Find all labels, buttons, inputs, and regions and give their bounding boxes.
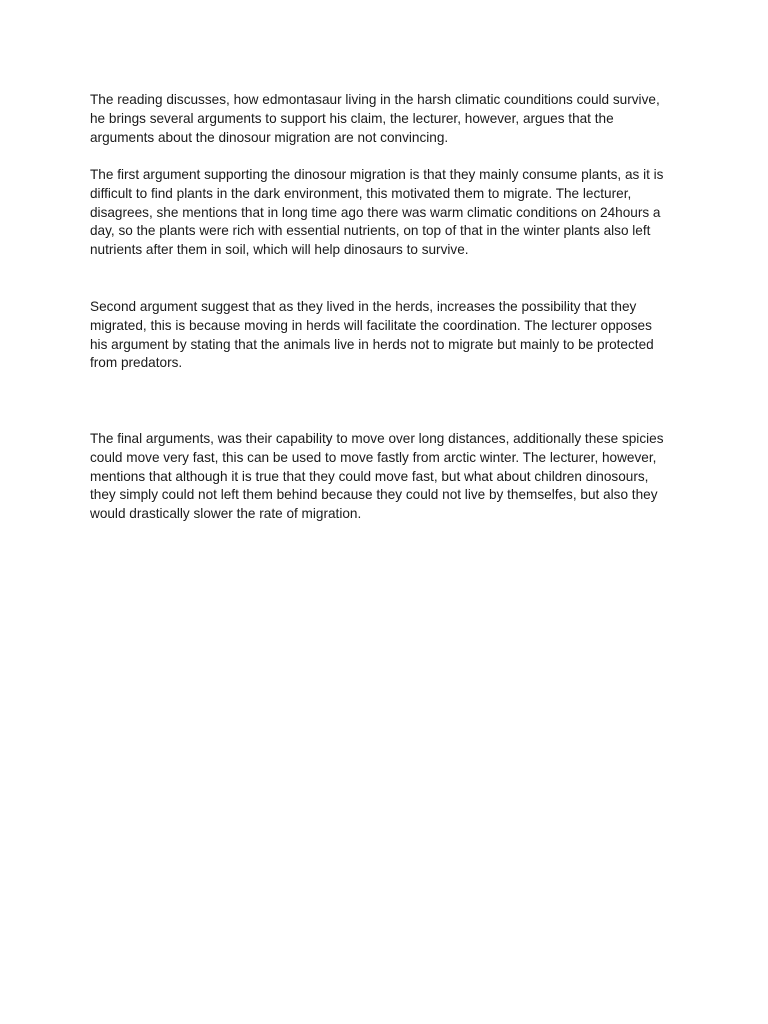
paragraph-second-argument: Second argument suggest that as they lived in the herds, increases the possibility that they migrated, this is because moving in herds will facilitate the coordination. The lecturer opposes his argument by stating that the animals live in herds not to migrate but mainly to be protected from predators. bbox=[90, 299, 654, 371]
paragraph-introduction: The reading discusses, how edmontasaur living in the harsh climatic counditions could survive, he brings several arguments to support his claim, the lecturer, however, argues that the arguments about the dinosour migration are not convincing. bbox=[90, 92, 660, 145]
paragraph-first-argument: The first argument supporting the dinosour migration is that they mainly consume plants, as it is difficult to find plants in the dark environment, this motivated them to migrate. The lecturer, disagrees, she mentions that in long time ago there was warm climatic conditions on 24hours a day, so the plants were rich with essential nutrients, on top of that in the winter plants also left nutrients after them in soil, which will help dinosaurs to survive. bbox=[90, 167, 664, 258]
paragraph-final-argument: The final arguments, was their capability to move over long distances, additionally these spicies could move very fast, this can be used to move fastly from arctic winter. The lecturer, however, mentions that although it is true that they could move fast, but what about children dinosours, they simply could not left them behind because they could not live by themselfes, but also they would drastically slower the rate of migration. bbox=[90, 431, 664, 522]
